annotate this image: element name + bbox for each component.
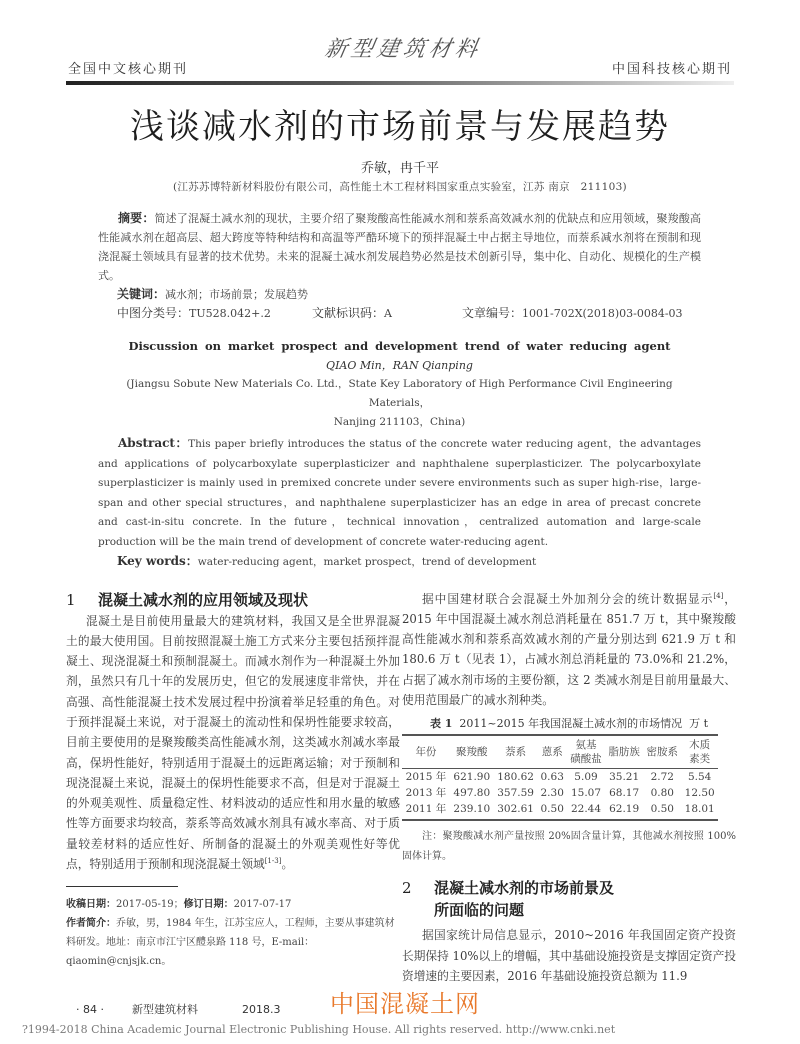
section2-number: 2 <box>402 879 412 898</box>
table-value-cell: 5.54 <box>687 771 712 784</box>
table-row <box>402 801 718 820</box>
section1-title: 混凝土减水剂的应用领域及现状 <box>98 590 309 609</box>
doc-code-value: A <box>384 307 392 320</box>
footer-issue: 2018.3 <box>242 1003 281 1017</box>
table-year-cell: 2015 年 <box>405 771 447 784</box>
authors: 乔敏，冉千平 <box>360 161 439 176</box>
table-header-cell <box>402 735 450 769</box>
english-authors: QIAO Min，RAN Qianping <box>326 359 473 372</box>
table-value-cell: 5.09 <box>574 771 598 784</box>
article-title: 浅谈减水剂的市场前景与发展趋势 <box>130 107 670 147</box>
intro-citation: [4] <box>713 591 724 600</box>
running-header <box>0 0 800 86</box>
table-value-cell: 62.19 <box>605 801 643 820</box>
abstract-cn <box>98 209 701 285</box>
article-number-value: 1001-702X(2018)03-0084-03 <box>522 307 683 320</box>
table-value-cell: 12.50 <box>684 787 715 800</box>
table-body <box>402 769 718 821</box>
table-header-text: 木质 <box>689 739 711 752</box>
abstract-block <box>98 209 701 573</box>
section2-title-line1: 混凝土减水剂的市场前景及 <box>434 879 615 898</box>
copyright-line: ?1994-2018 China Academic Journal Electronic Publishing House. All rights reserved. http://www.cnki.net <box>22 1023 616 1037</box>
table-row <box>402 785 718 801</box>
footer-journal: 新型建筑材料 <box>132 1003 198 1017</box>
keywords-en <box>98 552 701 573</box>
classification-row <box>98 304 701 323</box>
watermark: 中国混凝土网 <box>330 990 480 1019</box>
page-number: · 84 · <box>76 1003 104 1017</box>
table-value-cell: 302.61 <box>494 801 538 820</box>
revised-date: 2017-07-17 <box>233 899 292 911</box>
table-header-text: 磺酸盐 <box>570 753 602 766</box>
table-header-cell <box>450 735 494 769</box>
english-affiliation-line2: Nanjing 211103，China) <box>333 416 466 428</box>
section1-body <box>66 611 400 875</box>
article-number-label: 文章编号： <box>462 306 523 320</box>
keywords-cn <box>98 285 701 304</box>
table-header-text: 密胺系 <box>646 746 679 759</box>
keywords-en-text: water-reducing agent，market prospect，trend of development <box>197 556 537 568</box>
table-year-cell: 2011 年 <box>402 801 450 820</box>
table-value-cell: 0.50 <box>537 801 566 820</box>
journal-logo: 新型建筑材料 <box>322 37 484 62</box>
table-value-cell: 239.10 <box>450 801 494 820</box>
table-header-text: 萘系 <box>505 746 527 759</box>
clc-label: 中图分类号： <box>117 306 190 320</box>
english-affiliation <box>98 375 701 432</box>
keywords-cn-label: 关键词： <box>117 287 166 301</box>
table-value-cell: 15.07 <box>570 787 602 800</box>
section1-heading <box>66 589 400 611</box>
abstract-en-label: Abstract： <box>118 436 189 450</box>
section2-paragraph: 据国家统计局信息显示，2010~2016 年我国固定资产投资长期保持 10%以上的增幅，其中基础设施投资是支撑固定资产投资增速的主要因素，2016 年基础设施投资总额为 11.9 <box>402 928 736 983</box>
table-value-cell: 22.44 <box>567 801 605 820</box>
table-header-cell <box>643 735 681 769</box>
left-column <box>66 589 400 987</box>
right-column <box>402 589 736 987</box>
revised-label: 修订日期： <box>183 899 234 911</box>
page-footer <box>76 1002 281 1018</box>
table-value-cell: 621.90 <box>453 771 491 784</box>
table-value-cell: 357.59 <box>497 787 534 800</box>
intro-part1: 据中国建材联合会混凝土外加剂分会的统计数据显示 <box>422 591 714 606</box>
table-year-cell: 2013 年 <box>405 787 447 800</box>
table-value-cell: 2.72 <box>650 771 674 784</box>
table1-label: 表 1 <box>429 717 453 731</box>
received-date: 2017-05-19 <box>116 899 174 911</box>
table1-caption-text: 2011~2015 年我国混凝土减水剂的市场情况 <box>459 717 683 731</box>
table1-note: 注：聚羧酸减水剂产量按照 20%固含量计算，其他减水剂按照 100%固体计算。 <box>402 831 736 863</box>
abstract-en-text: This paper briefly introduces the status of the concrete water reducing agent，the advantages and applications of polycarboxylate superplasticizer and naphthalene superplasticizer. The polycarboxylate superplasticizer is mainly used in premixed concrete under severe environments such as super high-rise，large-span and other special structures，and naphthalene superplasticizer has an edge in area of precast concrete and cast-in-situ concrete. In the future，technical innovation，centralized automation and large-scale production will be the main trend of development of concrete water-reducing agent. <box>98 438 702 548</box>
section1-end: 。 <box>281 857 294 872</box>
footnotes: 收稿日期：2017-05-19；修订日期：2017-07-17 作者简介：乔敏，男，1984 年生，江苏宝应人，工程师，主要从事建筑材料研发。地址：南京市江宁区醴泉路 118 号，E-mail：qiaomin@cnjsjk.cn。 <box>66 899 395 968</box>
received-label: 收稿日期： <box>66 899 116 911</box>
table-value-cell: 18.01 <box>681 801 718 820</box>
body-columns <box>66 589 736 987</box>
author-bio: 乔敏，男，1984 年生，江苏宝应人，工程师，主要从事建筑材料研发。地址：南京市江宁区醴泉路 118 号，E-mail：qiaomin@cnjsjk.cn。 <box>66 918 395 968</box>
keywords-cn-text: 减水剂；市场前景；发展趋势 <box>165 288 309 301</box>
table-value-cell: 0.80 <box>650 787 674 800</box>
table-value-cell: 35.21 <box>609 771 640 784</box>
market-table <box>402 734 718 821</box>
table-header-text: 蒽系 <box>541 746 563 759</box>
table-value-cell: 180.62 <box>497 771 534 784</box>
bio-label: 作者简介： <box>66 918 116 930</box>
table-header-row <box>402 735 718 769</box>
table-header-cell <box>567 735 605 769</box>
header-rule <box>66 81 734 85</box>
table-header-text: 素类 <box>689 753 711 766</box>
table1-caption <box>402 716 736 732</box>
section1-paragraph: 混凝土是目前使用量最大的建筑材料，我国又是全世界混凝土的最大使用国。目前按照混凝土施工方式来分主要包括预拌混凝土、现浇混凝土和预制混凝土。而减水剂作为一种混凝土外加剂，虽然只有几十年的发展历史，但它的发展速度非常快，并在高强、高性能混凝土技术发展过程中扮演着举足轻重的角色。对于预拌混凝土来说，对于混凝土的流动性和保坍性能要求较高，目前主要使用的是聚羧酸类高性能减水剂，这类减水剂减水率最高，保坍性能好，特别适用于混凝土的远距离运输；对于预制和现浇混凝土来说，混凝土的保坍性能要求不高，但是对于混凝土的外观美观性、质量稳定性、材料波动的适应性和用水量的敏感性等方面要求均较高，萘系等高效减水剂具有减水率高、对于质量较差材料的适应性好、所制备的混凝土的外观美观性好等优点，特别适用于预制和现浇混凝土领域 <box>66 613 400 872</box>
affiliation: (江苏苏博特新材料股份有限公司，高性能土木工程材料国家重点实验室，江苏 南京 211103) <box>173 181 627 193</box>
abstract-cn-label: 摘要： <box>118 211 155 225</box>
section1-citation: [1-3] <box>264 857 282 866</box>
clc-value: TU528.042+.2 <box>189 307 271 320</box>
table-value-cell: 2.30 <box>540 787 564 800</box>
intro-part2: ，2015 年中国混凝土减水剂总消耗量在 851.7 万 t，其中聚羧酸高性能减水剂和萘系高效减水剂的产量分别达到 621.9 万 t 和 180.6 万 t（见表 1），占减水剂总消耗量的 73.0%和 21.2%，占据了减水剂市场的主要份额，这 2 类减水剂是目前用量最大、使用范围最广的减水剂种类。 <box>402 591 736 707</box>
abstract-en <box>98 434 701 552</box>
doc-code-label: 文献标识码： <box>312 306 385 320</box>
table-value-cell: 497.80 <box>453 787 491 800</box>
header-left-label: 全国中文核心期刊 <box>68 62 189 77</box>
table-value-cell: 68.17 <box>609 787 640 800</box>
table-header-cell <box>681 735 718 769</box>
section2-title-line2: 所面临的问题 <box>434 901 525 920</box>
table-header-text: 氨基 <box>575 739 597 752</box>
table-value-cell: 0.63 <box>540 771 564 784</box>
table-header-cell <box>537 735 566 769</box>
english-title: Discussion on market prospect and development trend of water reducing agent <box>128 339 671 353</box>
footnote-rule <box>66 886 178 887</box>
table-header-text: 年份 <box>415 746 437 759</box>
section2-heading <box>402 877 736 921</box>
table-row <box>402 769 718 786</box>
table-value-cell: 0.50 <box>643 801 681 820</box>
english-affiliation-line1: (Jiangsu Sobute New Materials Co. Ltd.，State Key Laboratory of High Performance Civil Engineering Materials， <box>126 378 673 409</box>
section1-number: 1 <box>66 590 76 609</box>
table-header-text: 脂肪族 <box>608 746 640 759</box>
header-right-label: 中国科技核心期刊 <box>611 62 732 77</box>
table-header-cell <box>605 735 643 769</box>
right-column-intro <box>402 589 736 711</box>
table1-unit: 万 t <box>689 717 709 731</box>
abstract-cn-text: 简述了混凝土减水剂的现状，主要介绍了聚羧酸高性能减水剂和萘系高效减水剂的优缺点和应用领域，聚羧酸高性能减水剂在超高层、超大跨度等特种结构和高温等严酷环境下的预拌混凝土中占据主导地位，而萘系减水剂将在预制和现浇混凝土领域具有显著的技术优势。未来的混凝土减水剂发展趋势必然是技术创新引导，集中化、自动化、规模化的生产模式。 <box>98 212 701 282</box>
table-header-cell <box>494 735 538 769</box>
page-footer-area <box>0 990 800 1044</box>
keywords-en-label: Key words： <box>117 554 198 568</box>
table-header-text: 聚羧酸 <box>456 746 488 759</box>
